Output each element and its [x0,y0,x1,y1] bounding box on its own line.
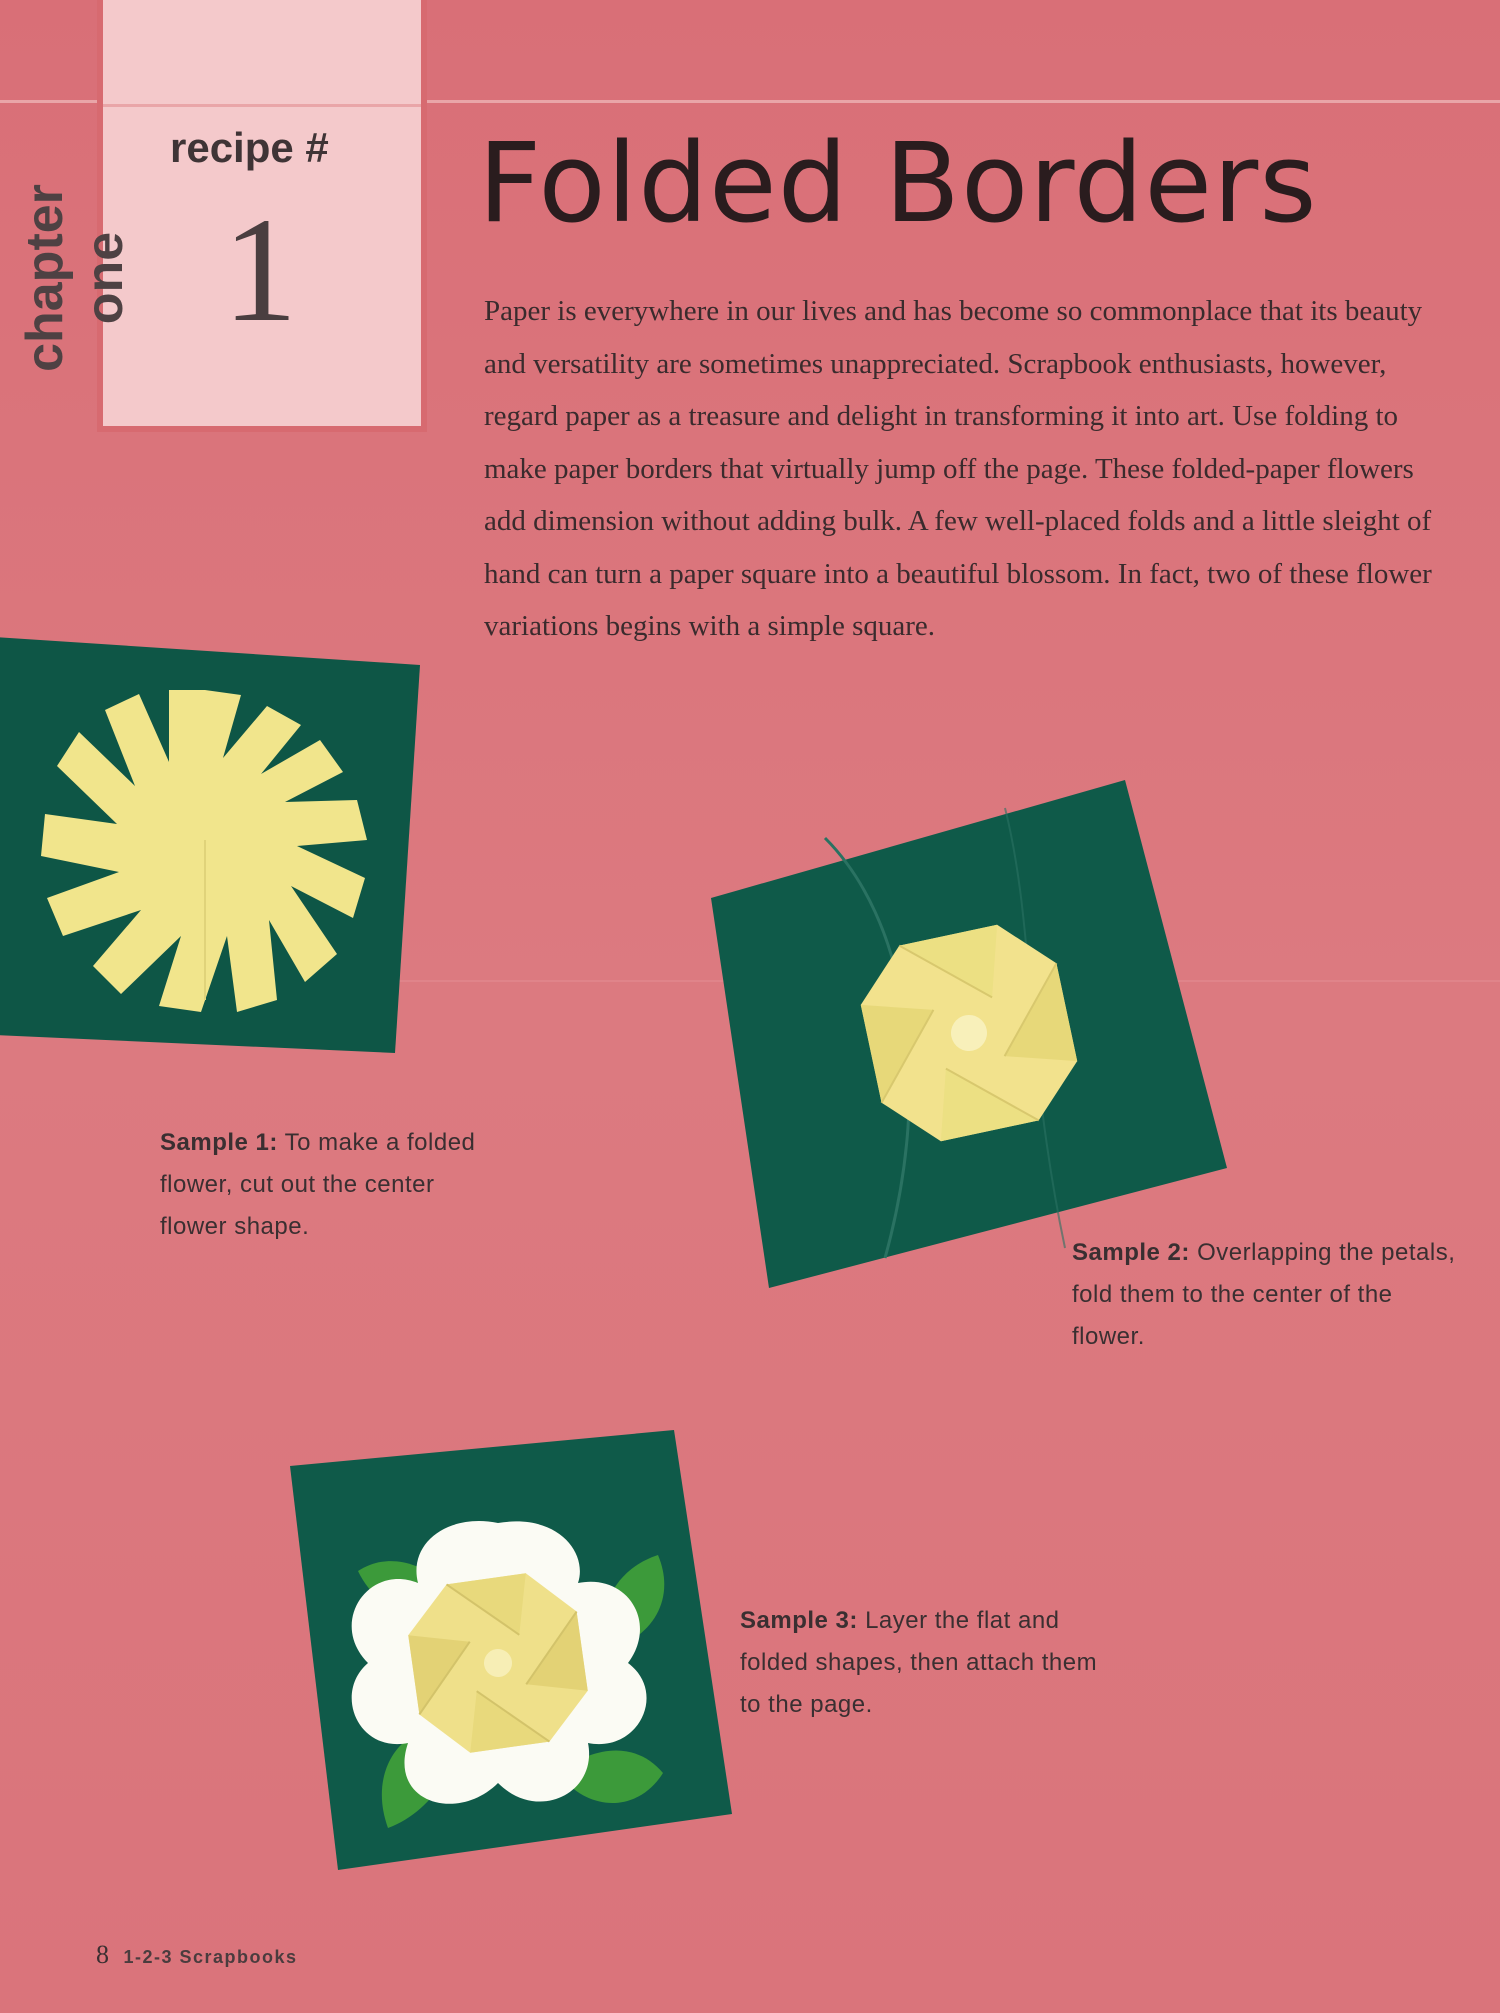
page-title: Folded Borders [478,119,1318,247]
intro-paragraph: Paper is everywhere in our lives and has become so commonplace that its beauty and versatility are sometimes unappreciated. Scrapbook enthusiasts, however, regard paper as a treasure and delight in transforming it into art. Use folding to make paper borders that virtually jump off the page. These folded-paper flowers add dimension without adding bulk. A few well-placed folds and a little sleight of hand can turn a paper square into a beautiful blossom. In fact, two of these flower variations begins with a simple square. [484,295,1432,642]
sample-3-text: Layer the flat and folded shapes, then attach them to the page. [740,1607,1098,1718]
sample-1-label: Sample 1: [160,1129,278,1156]
sample-1-caption [160,1122,490,1248]
sample-3-caption [740,1600,1100,1726]
recipe-number: 1 [222,187,298,353]
sample-2-text: Overlapping the petals, fold them to the center of the flower. [1072,1239,1456,1350]
sample-2-caption [1072,1232,1472,1358]
sample-1-photo [0,635,430,1055]
sample-2-label: Sample 2: [1072,1239,1190,1266]
book-title: 1-2-3 Scrapbooks [123,1947,298,1967]
page-number: 8 [96,1940,109,1969]
sample-1-text: To make a folded flower, cut out the center flower shape. [160,1129,476,1240]
recipe-box-rule [103,104,421,107]
sample-3-photo [288,1428,738,1873]
recipe-label: recipe # [170,124,329,171]
sample-3-label: Sample 3: [740,1607,858,1634]
chapter-label: chapter one [16,184,134,372]
sample-2-photo [705,778,1235,1298]
page-footer [96,1940,298,1970]
